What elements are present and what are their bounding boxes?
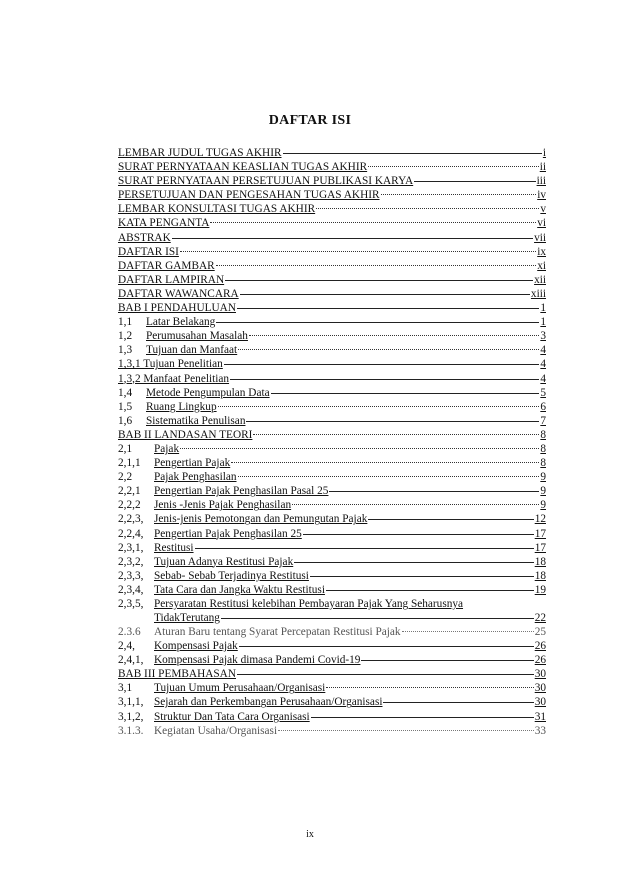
toc-entry-label: 1,3,2 Manfaat Penelitian <box>118 372 230 385</box>
toc-entry-label: Jenis-jenis Pemotongan dan Pemungutan Pajak <box>154 513 368 526</box>
toc-entry[interactable] <box>118 273 546 287</box>
toc-entry[interactable] <box>118 329 546 343</box>
toc-entry-page: 17 <box>534 541 546 554</box>
toc-entry-page: 22 <box>534 612 546 625</box>
toc-entry-page: vii <box>534 231 546 244</box>
toc-leader <box>218 406 540 407</box>
toc-leader <box>249 335 539 336</box>
toc-entry-label: Aturan Baru tentang Syarat Percepatan Restitusi Pajak <box>154 626 401 638</box>
toc-leader <box>271 393 540 394</box>
toc-leader <box>216 265 537 266</box>
toc-entry-page: 9 <box>540 485 546 498</box>
toc-entry-label: DAFTAR GAMBAR <box>118 259 215 272</box>
toc-entry-number: 2,3,5, <box>118 598 144 610</box>
toc-leader <box>210 222 536 223</box>
toc-leader <box>326 687 533 688</box>
toc-leader <box>246 421 539 422</box>
toc-entry-page: xiii <box>530 287 546 300</box>
toc-entry-number: 2,3,2, <box>118 555 144 568</box>
toc-entry[interactable] <box>118 160 546 174</box>
toc-entry-label: Restitusi <box>154 541 194 554</box>
toc-leader <box>180 448 539 449</box>
toc-entry[interactable] <box>118 470 546 484</box>
toc-entry-label: Pengertian Pajak Penghasilan Pasal 25 <box>154 485 329 498</box>
toc-entry-number: 2,3,1, <box>118 541 144 554</box>
toc-entry-label: BAB II LANDASAN TEORI <box>118 428 253 441</box>
toc-entry-page: 19 <box>534 583 546 596</box>
toc-entry-label: Metode Pengumpulan Data <box>146 386 270 399</box>
toc-entry-number: 3,1 <box>118 682 133 695</box>
toc-leader <box>294 562 533 563</box>
toc-entry-page: 18 <box>534 555 546 568</box>
toc-leader <box>402 631 534 632</box>
toc-entry[interactable] <box>118 428 546 442</box>
toc-entry[interactable] <box>118 527 546 541</box>
toc-entry-number: 1,5 <box>118 400 133 413</box>
toc-leader <box>224 364 540 365</box>
toc-entry[interactable] <box>118 245 546 259</box>
toc-leader <box>381 194 537 195</box>
toc-entry-page: 4 <box>540 372 546 385</box>
toc-entry-label: Sebab- Sebab Terjadinya Restitusi <box>154 569 309 582</box>
toc-entry-label-line2: TidakTerutang <box>154 612 220 625</box>
page-number-footer: ix <box>306 829 314 840</box>
toc-entry-number: 2.3.6 <box>118 626 141 638</box>
toc-entry-label: Perumusahan Masalah <box>146 330 248 343</box>
toc-entry-label: Ruang Lingkup <box>146 400 217 413</box>
toc-entry-label: Kegiatan Usaha/Organisasi <box>154 724 278 737</box>
toc-leader <box>329 491 539 492</box>
toc-entry-number: 2,2,4, <box>118 527 144 540</box>
toc-leader <box>283 153 542 154</box>
toc-entries-top <box>118 146 546 597</box>
toc-entry-label: Pajak <box>154 442 180 455</box>
toc-entry-label-line1: Persyaratan Restitusi kelebihan Pembayaran Pajak Yang Seharusnya <box>154 598 464 610</box>
toc-entry[interactable] <box>118 484 546 498</box>
toc-leader <box>240 294 530 295</box>
toc-entry-page: 8 <box>540 457 546 470</box>
toc-leader <box>311 717 534 718</box>
toc-entry-label: PERSETUJUAN DAN PENGESAHAN TUGAS AKHIR <box>118 189 380 202</box>
page-title: DAFTAR ISI <box>268 113 352 128</box>
toc-entry-number: 2,2,2 <box>118 499 141 512</box>
toc-entry[interactable] <box>118 231 546 245</box>
toc-leader <box>237 674 534 675</box>
toc-entry-page: 1 <box>540 302 546 315</box>
toc-leader <box>230 379 539 380</box>
toc-entry-page: xi <box>537 259 546 272</box>
toc-entry-number: 2,3,3, <box>118 569 144 582</box>
toc-entry-number: 1,1 <box>118 316 133 329</box>
toc-entry-number: 1,6 <box>118 414 133 427</box>
toc-entry-page: 9 <box>540 499 546 512</box>
toc-entry-page: ii <box>539 161 546 174</box>
toc-entry[interactable] <box>118 216 546 230</box>
toc-leader <box>172 238 533 239</box>
toc-entry[interactable] <box>118 301 546 315</box>
toc-entry[interactable] <box>118 498 546 512</box>
toc-leader <box>239 646 534 647</box>
toc-entry-label: Tujuan Umum Perusahaan/Organisasi <box>154 682 326 695</box>
toc-entry-label: Pengertian Pajak <box>154 457 231 470</box>
toc-entry-page: vi <box>537 217 546 230</box>
toc-entry[interactable] <box>118 287 546 301</box>
toc-entries-bottom <box>118 625 546 738</box>
toc-entry-number: 1,3 <box>118 344 133 357</box>
toc-entry[interactable] <box>118 202 546 216</box>
toc-entry-page: i <box>542 147 546 159</box>
toc-entry-page: 5 <box>540 386 546 399</box>
toc-entry-page: 30 <box>534 696 546 709</box>
toc-entry[interactable] <box>118 639 546 653</box>
toc-leader <box>292 504 539 505</box>
toc-leader <box>231 462 539 463</box>
toc-entry[interactable] <box>118 583 546 597</box>
toc-entry-page: 9 <box>540 471 546 484</box>
toc-entry[interactable] <box>118 695 546 709</box>
toc-entry-number: 3,1,1, <box>118 696 144 709</box>
toc-leader <box>221 618 534 619</box>
toc-entry-label: Tujuan Adanya Restitusi Pajak <box>154 555 294 568</box>
toc-entry-page: 12 <box>534 513 546 526</box>
toc-entry[interactable] <box>118 372 546 386</box>
toc-entry-page: 8 <box>540 442 546 455</box>
toc-entry-page: 8 <box>540 428 546 441</box>
toc-leader <box>368 166 539 167</box>
toc-entry-number: 2,1 <box>118 442 133 455</box>
toc-entry[interactable] <box>118 512 546 526</box>
toc-entry-page: 7 <box>540 414 546 427</box>
toc-entry[interactable] <box>118 667 546 681</box>
toc-leader <box>225 280 533 281</box>
toc-entry-label: SURAT PERNYATAAN PERSETUJUAN PUBLIKASI KARYA <box>118 175 414 188</box>
toc-entry-number: 2,3,4, <box>118 583 144 596</box>
table-of-contents <box>118 146 546 738</box>
toc-leader <box>238 349 539 350</box>
toc-entry-number: 2,4, <box>118 640 135 653</box>
toc-entry-page: v <box>540 203 546 216</box>
toc-entry-label: BAB III PEMBAHASAN <box>118 668 236 681</box>
toc-leader <box>414 181 535 182</box>
toc-entry-label: DAFTAR LAMPIRAN <box>118 273 225 286</box>
toc-entry-page: 4 <box>540 358 546 371</box>
toc-entry-label: Pajak Penghasilan <box>154 471 237 484</box>
toc-leader <box>303 534 534 535</box>
toc-entry-label: ABSTRAK <box>118 231 171 244</box>
toc-entry-label: Tujuan dan Manfaat <box>146 344 238 357</box>
toc-entry-label: DAFTAR ISI <box>118 245 179 258</box>
toc-entry-label: LEMBAR KONSULTASI TUGAS AKHIR <box>118 203 316 216</box>
toc-entry-label: Tata Cara dan Jangka Waktu Restitusi <box>154 583 325 596</box>
toc-entry-number: 3,1,2, <box>118 710 144 723</box>
toc-entry[interactable] <box>118 710 546 724</box>
toc-entry-label: Sistematika Penulisan <box>146 414 246 427</box>
toc-leader <box>383 702 533 703</box>
toc-leader <box>310 576 534 577</box>
toc-entry-page: 26 <box>534 654 546 667</box>
toc-entry-page: 18 <box>534 569 546 582</box>
toc-entry-page: 6 <box>540 400 546 413</box>
toc-entry-page: 1 <box>540 316 546 329</box>
toc-leader <box>326 590 534 591</box>
toc-entry-label: Kompensasi Pajak <box>154 640 238 653</box>
toc-entry-page: iv <box>537 189 546 202</box>
toc-entry-page: 25 <box>534 626 546 638</box>
toc-entry-label: Kompensasi Pajak dimasa Pandemi Covid-19 <box>154 654 361 667</box>
toc-entry-label: BAB I PENDAHULUAN <box>118 302 236 315</box>
toc-entry-page: 30 <box>534 682 546 695</box>
toc-leader <box>180 251 536 252</box>
toc-leader <box>253 434 539 435</box>
toc-leader <box>216 322 539 323</box>
toc-entry-wrapped[interactable] <box>118 597 546 625</box>
toc-entry-page: 3 <box>540 330 546 343</box>
toc-entry-label: Struktur Dan Tata Cara Organisasi <box>154 710 310 723</box>
toc-entry-page: 30 <box>534 668 546 681</box>
toc-leader <box>238 476 540 477</box>
toc-entry-label: Jenis -Jenis Pajak Penghasilan <box>154 499 292 512</box>
toc-entry-number: 1,2 <box>118 330 133 343</box>
toc-entry-label: Sejarah dan Perkembangan Perusahaan/Organisasi <box>154 696 383 709</box>
toc-leader <box>237 308 539 309</box>
toc-entry-label: DAFTAR WAWANCARA <box>118 287 239 300</box>
toc-entry[interactable] <box>118 442 546 456</box>
toc-entry[interactable] <box>118 681 546 695</box>
toc-entry-label: LEMBAR JUDUL TUGAS AKHIR <box>118 147 282 159</box>
toc-entry[interactable] <box>118 188 546 202</box>
toc-entry-number: 2,4,1, <box>118 654 144 667</box>
toc-entry-label: KATA PENGANTA <box>118 217 210 230</box>
toc-entry-page: 17 <box>534 527 546 540</box>
toc-leader <box>278 730 534 731</box>
toc-entry-number: 2,1,1 <box>118 457 141 470</box>
toc-entry[interactable] <box>118 414 546 428</box>
toc-entry[interactable] <box>118 569 546 583</box>
toc-leader <box>361 660 533 661</box>
toc-entry[interactable] <box>118 343 546 357</box>
toc-entry[interactable] <box>118 146 546 160</box>
toc-entry[interactable] <box>118 541 546 555</box>
toc-leader <box>316 208 539 209</box>
toc-entry-label: Pengertian Pajak Penghasilan 25 <box>154 527 302 540</box>
toc-entry-page: iii <box>536 175 546 188</box>
toc-entry-page: 33 <box>534 724 546 737</box>
toc-entry[interactable] <box>118 456 546 470</box>
toc-entry[interactable] <box>118 174 546 188</box>
toc-entry-page: ix <box>537 245 546 258</box>
toc-entry-number: 2,2,3, <box>118 513 144 526</box>
toc-entry-page: 31 <box>534 710 546 723</box>
toc-entry-label: SURAT PERNYATAAN KEASLIAN TUGAS AKHIR <box>118 161 368 174</box>
toc-entry[interactable] <box>118 315 546 329</box>
toc-entry[interactable] <box>118 724 546 738</box>
toc-entry[interactable] <box>118 653 546 667</box>
toc-entry[interactable] <box>118 555 546 569</box>
toc-entry-label: 1,3,1 Tujuan Penelitian <box>118 358 223 371</box>
toc-leader <box>195 548 534 549</box>
toc-entry-number: 1,4 <box>118 386 133 399</box>
toc-entry-page: xii <box>534 273 546 286</box>
toc-leader <box>368 519 533 520</box>
toc-entry-number: 2,2 <box>118 471 133 484</box>
toc-entry-page: 4 <box>540 344 546 357</box>
toc-entry[interactable] <box>118 400 546 414</box>
toc-entry[interactable] <box>118 386 546 400</box>
toc-entry-number: 2,2,1 <box>118 485 141 498</box>
toc-entry-label: Latar Belakang <box>146 316 216 329</box>
toc-entry-number: 3.1.3. <box>118 724 144 737</box>
toc-entry[interactable] <box>118 259 546 273</box>
toc-entry-page: 26 <box>534 640 546 653</box>
toc-entry[interactable] <box>118 625 546 639</box>
toc-entry[interactable] <box>118 357 546 371</box>
